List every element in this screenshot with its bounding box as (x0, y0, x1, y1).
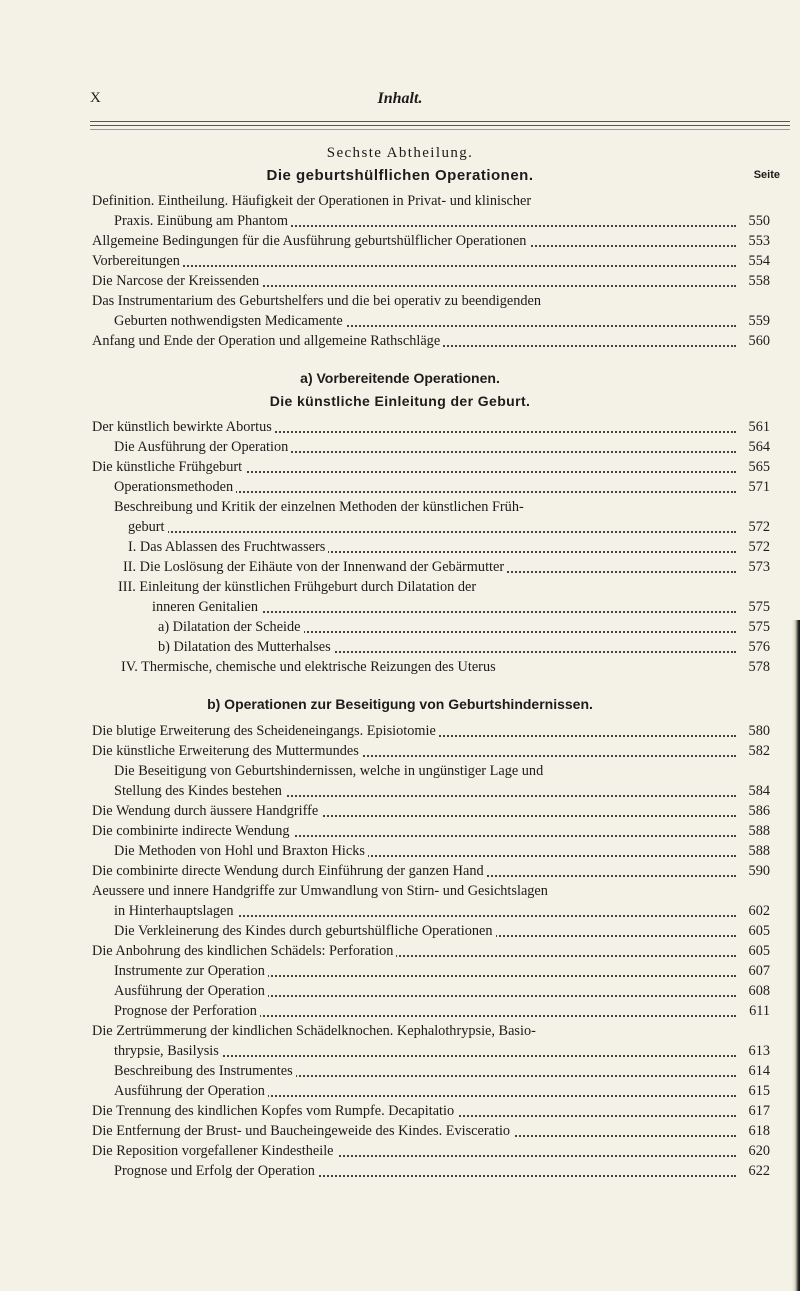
running-title: Inhalt. (377, 90, 423, 107)
toc-page-number: 586 (746, 801, 770, 821)
toc-entry[interactable] (92, 941, 770, 961)
toc-entry-text: Instrumente zur Operation (92, 963, 268, 979)
toc-entry[interactable] (92, 477, 770, 497)
section-a-title: a) Vorbereitende Operationen. (300, 370, 500, 386)
toc-entry-continuation[interactable] (92, 901, 770, 921)
toc-page-number: 576 (746, 637, 770, 657)
toc-entry-text: in Hinterhauptslagen (92, 903, 237, 919)
toc-entry-text: Die Reposition vorgefallener Kindestheile (92, 1143, 337, 1159)
toc-entry-text: Die Entfernung der Brust- und Baucheingeweide des Kindes. Evisceratio (92, 1123, 513, 1139)
page-edge-shadow (792, 620, 800, 1291)
toc-entry[interactable] (92, 291, 770, 311)
toc-page-number: 558 (746, 271, 770, 291)
toc-entry[interactable] (92, 841, 770, 861)
toc-page-number: 559 (746, 311, 770, 331)
toc-entry[interactable] (92, 1141, 770, 1161)
toc-entry-text: Prognose und Erfolg der Operation (92, 1163, 318, 1179)
toc-entry[interactable] (92, 761, 770, 781)
toc-entry-text: Die Methoden von Hohl und Braxton Hicks (92, 843, 368, 859)
section-b-title: b) Operationen zur Beseitigung von Geburtshindernissen. (207, 696, 593, 712)
toc-entry-text: thrypsie, Basilysis (92, 1043, 222, 1059)
toc-page-number: 580 (746, 721, 770, 741)
toc-entry-text: Die künstliche Erweiterung des Muttermundes (92, 743, 362, 759)
toc-page-number: 572 (746, 537, 770, 557)
toc-page-number: 618 (746, 1121, 770, 1141)
toc-page-number: 553 (746, 231, 770, 251)
toc-entry-text: Die Ausführung der Operation (92, 439, 291, 455)
toc-entry[interactable] (92, 961, 770, 981)
toc-entry[interactable] (92, 637, 770, 657)
toc-page-number: 590 (746, 861, 770, 881)
toc-entry[interactable] (92, 1081, 770, 1101)
toc-entry[interactable] (92, 821, 770, 841)
toc-entry-text: Die Verkleinerung des Kindes durch geburtshülfliche Operationen (92, 923, 496, 939)
toc-entry-text: Die combinirte indirecte Wendung (92, 823, 293, 839)
toc-page-number: 608 (746, 981, 770, 1001)
toc-entry-text: inneren Genitalien (92, 599, 261, 615)
toc-entry[interactable] (92, 617, 770, 637)
toc-page-number: 588 (746, 821, 770, 841)
toc-page-number: 573 (746, 557, 770, 577)
toc-entry-text: Ausführung der Operation (92, 1083, 268, 1099)
toc-entry-text: Praxis. Einübung am Phantom (92, 213, 291, 229)
header-rule (90, 129, 790, 130)
toc-entry-text: Die Narcose der Kreissenden (92, 273, 262, 289)
page-number: X (90, 90, 101, 106)
toc-entry-continuation[interactable] (92, 311, 770, 331)
division-label: Sechste Abtheilung. (326, 145, 474, 161)
toc-entry-text: Aeussere und innere Handgriffe zur Umwandlung von Stirn- und Gesichtslagen (92, 883, 551, 899)
toc-entry-text: Das Instrumentarium des Geburtshelfers und die bei operativ zu beendigenden (92, 293, 544, 309)
toc-entry[interactable] (92, 437, 770, 457)
header-rule (90, 125, 790, 126)
toc-entry-text: geburt (92, 519, 168, 535)
toc-page-number: 620 (746, 1141, 770, 1161)
toc-entry[interactable] (92, 1061, 770, 1081)
toc-entry[interactable] (92, 331, 770, 351)
toc-entry[interactable] (92, 861, 770, 881)
toc-entry-text: b) Dilatation des Mutterhalses (92, 639, 334, 655)
toc-page-number: 605 (746, 941, 770, 961)
toc-page-number: 554 (746, 251, 770, 271)
toc-entry-text: Vorbereitungen (92, 253, 183, 269)
toc-page-number: 582 (746, 741, 770, 761)
toc-entry[interactable] (92, 1101, 770, 1121)
toc-entry-text: Der künstlich bewirkte Abortus (92, 419, 275, 435)
toc-entry-text: Die combinirte directe Wendung durch Einführung der ganzen Hand (92, 863, 487, 879)
toc-page-number: 571 (746, 477, 770, 497)
toc-entry[interactable] (92, 881, 770, 901)
toc-entry-text: Definition. Eintheilung. Häufigkeit der Operationen in Privat- und klinischer (92, 193, 534, 209)
toc-page-number: 617 (746, 1101, 770, 1121)
toc-page-number: 565 (746, 457, 770, 477)
toc-entry-text: III. Einleitung der künstlichen Frühgeburt durch Dilatation der (92, 579, 479, 595)
toc-entry[interactable] (92, 741, 770, 761)
toc-entry-text: IV. Thermische, chemische und elektrische Reizungen des Uterus (92, 659, 499, 675)
toc-entry[interactable] (92, 981, 770, 1001)
toc-entry-text: Ausführung der Operation (92, 983, 268, 999)
toc-page-number: 578 (746, 657, 770, 677)
toc-page-number: 614 (746, 1061, 770, 1081)
toc-entry-text: I. Das Ablassen des Fruchtwassers (92, 539, 328, 555)
toc-entry-text: Allgemeine Bedingungen für die Ausführung geburtshülflicher Operationen (92, 233, 529, 249)
running-header (0, 90, 800, 116)
toc-page-number: 550 (746, 211, 770, 231)
toc-entry-text: Die Trennung des kindlichen Kopfes vom Rumpfe. Decapitatio (92, 1103, 457, 1119)
toc-page-number: 575 (746, 597, 770, 617)
toc-entry[interactable] (92, 1021, 770, 1041)
toc-entry-text: Die Beseitigung von Geburtshindernissen, welche in ungünstiger Lage und (92, 763, 546, 779)
toc-entry-continuation[interactable] (92, 597, 770, 617)
toc-entry[interactable] (92, 457, 770, 477)
toc-page-number: 607 (746, 961, 770, 981)
toc-page-number: 602 (746, 901, 770, 921)
toc-entry[interactable] (92, 557, 770, 577)
toc-entry[interactable] (92, 251, 770, 271)
division-title: Die geburtshülflichen Operationen. (266, 167, 534, 184)
toc-entry[interactable] (92, 1121, 770, 1141)
leader-dots (92, 531, 736, 533)
toc-entry-continuation[interactable] (92, 517, 770, 537)
toc-page-number: 613 (746, 1041, 770, 1061)
toc-entry[interactable] (92, 1001, 770, 1021)
toc-page-number: 605 (746, 921, 770, 941)
toc-entry-text: Beschreibung des Instrumentes (92, 1063, 296, 1079)
toc-page-number: 588 (746, 841, 770, 861)
toc-entry[interactable] (92, 271, 770, 291)
toc-entry-text: a) Dilatation der Scheide (92, 619, 304, 635)
toc-entry-text: Operationsmethoden (92, 479, 236, 495)
toc-entry-text: Anfang und Ende der Operation und allgemeine Rathschläge (92, 333, 443, 349)
section-a-subtitle: Die künstliche Einleitung der Geburt. (269, 393, 531, 409)
toc-entry-text: Die Wendung durch äussere Handgriffe (92, 803, 321, 819)
toc-entry[interactable] (92, 657, 770, 677)
toc-entry[interactable] (92, 1161, 770, 1181)
toc-entry[interactable] (92, 921, 770, 941)
toc-page-number: 561 (746, 417, 770, 437)
toc-entry[interactable] (92, 721, 770, 741)
toc-page-number: 575 (746, 617, 770, 637)
toc-entry[interactable] (92, 191, 770, 211)
header-rule (90, 121, 790, 122)
toc-page-number: 584 (746, 781, 770, 801)
toc-page-number: 564 (746, 437, 770, 457)
toc-page-number: 615 (746, 1081, 770, 1101)
toc-entry-text: Geburten nothwendigsten Medicamente (92, 313, 346, 329)
toc-entry[interactable] (92, 497, 770, 517)
toc-entry-text: Beschreibung und Kritik der einzelnen Methoden der künstlichen Früh- (92, 499, 527, 515)
toc-entry-text: Stellung des Kindes bestehen (92, 783, 285, 799)
toc-entry[interactable] (92, 231, 770, 251)
leader-dots (92, 265, 736, 267)
toc-entry[interactable] (92, 537, 770, 557)
toc-entry-continuation[interactable] (92, 1041, 770, 1061)
toc-entry-text: Die Anbohrung des kindlichen Schädels: Perforation (92, 943, 396, 959)
toc-entry-text: Prognose der Perforation (92, 1003, 260, 1019)
seite-label: Seite (753, 169, 780, 181)
toc-entry-text: II. Die Loslösung der Eihäute von der Innenwand der Gebärmutter (92, 559, 507, 575)
toc-page-number: 622 (746, 1161, 770, 1181)
toc-entry[interactable] (92, 801, 770, 821)
toc-entry-text: Die blutige Erweiterung des Scheideneingangs. Episiotomie (92, 723, 439, 739)
toc-entry[interactable] (92, 417, 770, 437)
toc-page-number: 611 (746, 1001, 770, 1021)
toc-entry-continuation[interactable] (92, 211, 770, 231)
toc-entry[interactable] (92, 577, 770, 597)
toc-entry-continuation[interactable] (92, 781, 770, 801)
toc-entry-text: Die Zertrümmerung der kindlichen Schädelknochen. Kephalothrypsie, Basio- (92, 1023, 539, 1039)
toc-page-number: 572 (746, 517, 770, 537)
toc-entry-text: Die künstliche Frühgeburt (92, 459, 245, 475)
toc-page-number: 560 (746, 331, 770, 351)
